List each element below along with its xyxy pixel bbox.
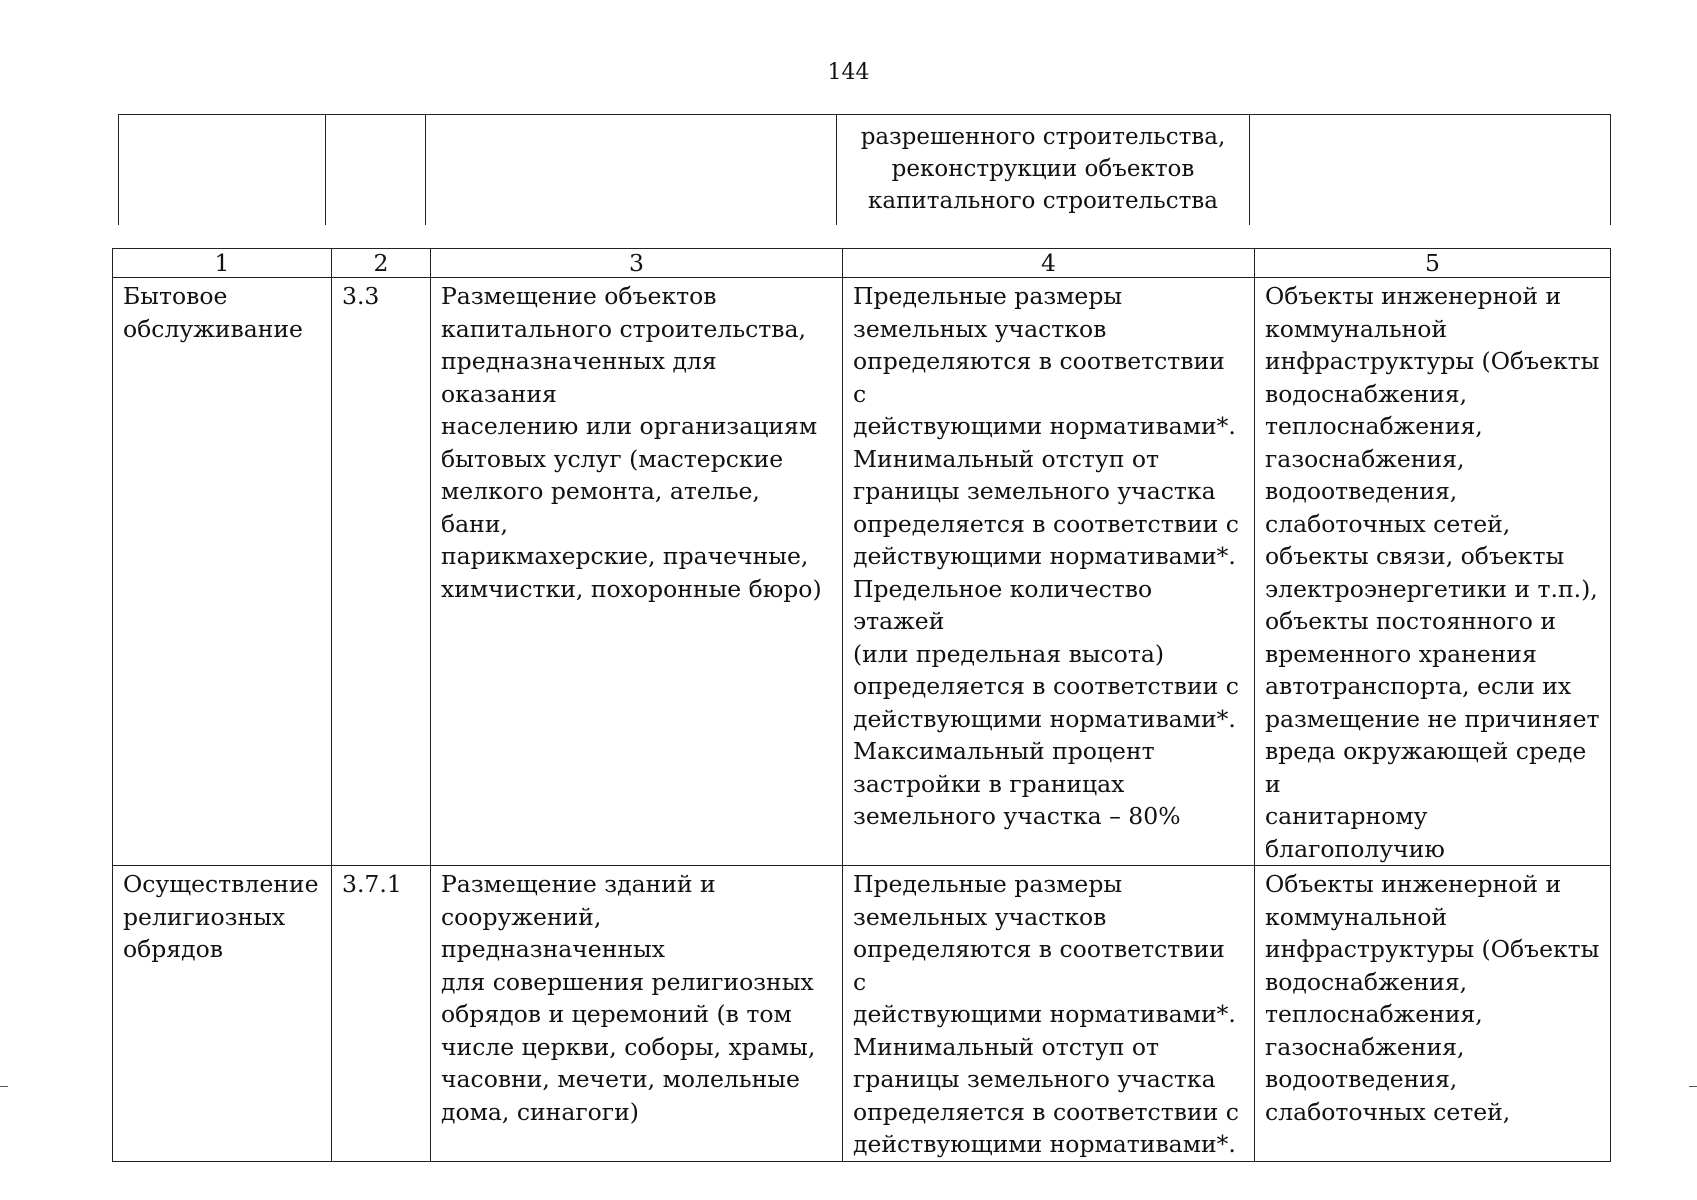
continuation-cell-4 <box>837 115 1250 226</box>
auxiliary-uses-cell <box>1255 866 1611 1162</box>
use-parameters-cell <box>843 278 1255 866</box>
use-description: Размещение зданий и сооружений, предназначенных для совершения религиозных обрядов и церемоний (в том числе церкви, соборы, храмы, часовни, мечети, молельные дома, синагоги) <box>441 870 816 1126</box>
use-name-cell <box>113 278 332 866</box>
continuation-cell-1 <box>119 115 326 226</box>
use-description-cell <box>431 278 843 866</box>
table-row <box>113 278 1611 866</box>
header-cell-3: 3 <box>431 249 843 278</box>
continuation-cell-2 <box>326 115 426 226</box>
header-cell-4: 4 <box>843 249 1255 278</box>
use-parameters: Предельные размеры земельных участков определяются в соответствии с действующими нормативами*. Минимальный отступ от границы земельного участка определяется в соответствии с действующими нормативами*. Предельное количество этажей (или предельная высота) определяется в соответствии с действующими нормативами*. Максимальный процент застройки в границах земельного участка – 80% <box>853 282 1239 830</box>
use-name: Осуществление религиозных обрядов <box>123 870 319 963</box>
header-cell-5: 5 <box>1255 249 1611 278</box>
use-parameters-cell <box>843 866 1255 1162</box>
use-description-cell <box>431 866 843 1162</box>
land-use-table <box>112 248 1611 1162</box>
use-parameters: Предельные размеры земельных участков определяются в соответствии с действующими нормативами*. Минимальный отступ от границы земельного участка определяется в соответствии с действующими нормативами*. <box>853 870 1239 1158</box>
auxiliary-uses: Объекты инженерной и коммунальной инфраструктуры (Объекты водоснабжения, теплоснабжения, газоснабжения, водоотведения, слаботочных сетей, объекты связи, объекты электроэнергетики и т.п.), объекты постоянного и временного хранения автотранспорта, если их размещение не причиняет вреда окружающей среде и санитарному благополучию <box>1265 282 1600 863</box>
use-code: 3.3 <box>342 282 380 310</box>
header-cell-2: 2 <box>332 249 431 278</box>
use-name: Бытовое обслуживание <box>123 282 303 343</box>
header-cell-1: 1 <box>113 249 332 278</box>
use-code: 3.7.1 <box>342 870 402 898</box>
header-row <box>113 249 1611 278</box>
left-scan-mark <box>0 1086 8 1087</box>
use-code-cell <box>332 866 431 1162</box>
table-row <box>113 866 1611 1162</box>
continuation-text: разрешенного строительства, реконструкции объектов капитального строительства <box>860 124 1226 214</box>
continuation-table <box>118 114 1611 225</box>
page-number: 144 <box>827 60 870 85</box>
continuation-cell-3 <box>426 115 837 226</box>
auxiliary-uses: Объекты инженерной и коммунальной инфраструктуры (Объекты водоснабжения, теплоснабжения, газоснабжения, водоотведения, слаботочных сетей, <box>1265 870 1600 1126</box>
right-scan-mark <box>1689 1086 1697 1087</box>
continuation-cell-5 <box>1250 115 1611 226</box>
use-description: Размещение объектов капитального строительства, предназначенных для оказания населению или организациям бытовых услуг (мастерские мелкого ремонта, ателье, бани, парикмахерские, прачечные, химчистки, похоронные бюро) <box>441 282 822 603</box>
continuation-row <box>119 115 1611 226</box>
use-name-cell <box>113 866 332 1162</box>
auxiliary-uses-cell <box>1255 278 1611 866</box>
use-code-cell <box>332 278 431 866</box>
